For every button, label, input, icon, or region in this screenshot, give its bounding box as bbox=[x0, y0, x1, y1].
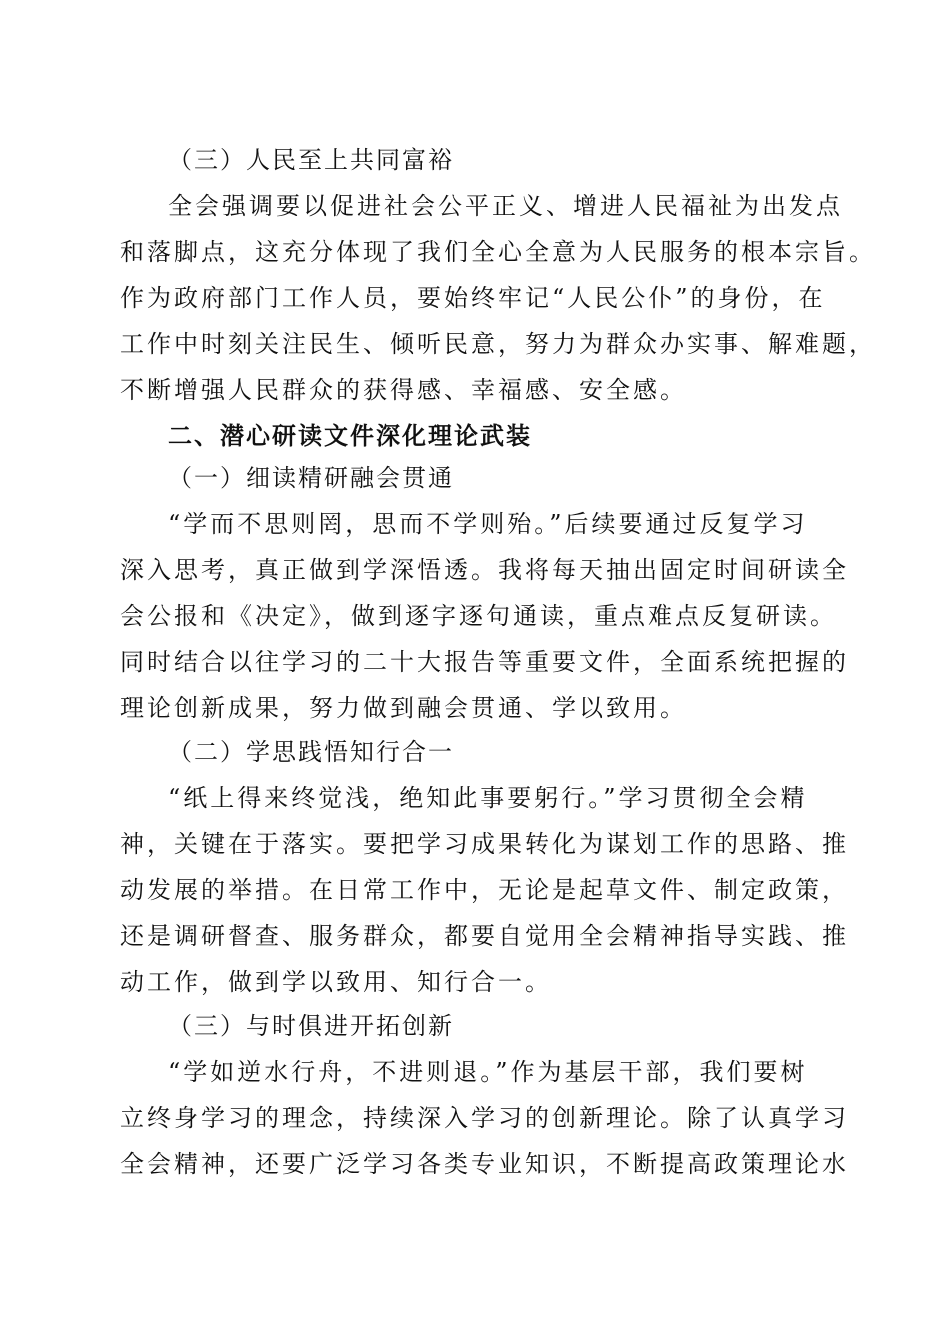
paragraph-line: 和落脚点，这充分体现了我们全心全意为人民服务的根本宗旨。 bbox=[120, 238, 876, 266]
paragraph-line: 理论创新成果，努力做到融会贯通、学以致用。 bbox=[120, 694, 687, 722]
subheading-innovation: （三）与时俱进开拓创新 bbox=[168, 1012, 454, 1040]
paragraph-line: 立终身学习的理念，持续深入学习的创新理论。除了认真学习 bbox=[120, 1104, 849, 1132]
subheading-close-reading: （一）细读精研融会贯通 bbox=[168, 464, 454, 492]
paragraph-line: 全会强调要以促进社会公平正义、增进人民福祉为出发点 bbox=[168, 192, 843, 220]
paragraph-line: 不断增强人民群众的获得感、幸福感、安全感。 bbox=[120, 376, 687, 404]
paragraph-line: “学而不思则罔，思而不学则殆。”后续要通过反复学习 bbox=[168, 510, 808, 538]
paragraph-line: 深入思考，真正做到学深悟透。我将每天抽出固定时间研读全 bbox=[120, 556, 849, 584]
paragraph-line: 神，关键在于落实。要把学习成果转化为谋划工作的思路、推 bbox=[120, 830, 849, 858]
paragraph-line: 工作中时刻关注民生、倾听民意，努力为群众办实事、解难题， bbox=[120, 330, 876, 358]
paragraph-line: 还是调研督查、服务群众，都要自觉用全会精神指导实践、推 bbox=[120, 922, 849, 950]
paragraph-line: “学如逆水行舟，不进则退。”作为基层干部，我们要树 bbox=[168, 1058, 808, 1086]
paragraph-line: 同时结合以往学习的二十大报告等重要文件，全面系统把握的 bbox=[120, 648, 849, 676]
subheading-learning-practice: （二）学思践悟知行合一 bbox=[168, 738, 454, 766]
paragraph-line: 动发展的举措。在日常工作中，无论是起草文件、制定政策， bbox=[120, 876, 849, 904]
paragraph-line: 作为政府部门工作人员，要始终牢记“人民公仆”的身份，在 bbox=[120, 284, 826, 312]
subheading-people-first: （三）人民至上共同富裕 bbox=[168, 146, 454, 174]
paragraph-line: 动工作，做到学以致用、知行合一。 bbox=[120, 968, 552, 996]
paragraph-line: 会公报和《决定》，做到逐字逐句通读，重点难点反复研读。 bbox=[120, 602, 837, 630]
paragraph-line: “纸上得来终觉浅，绝知此事要躬行。”学习贯彻全会精 bbox=[168, 784, 808, 812]
paragraph-line: 全会精神，还要广泛学习各类专业知识，不断提高政策理论水 bbox=[120, 1150, 849, 1178]
section-heading-study-documents: 二、潜心研读文件深化理论武装 bbox=[168, 422, 532, 450]
